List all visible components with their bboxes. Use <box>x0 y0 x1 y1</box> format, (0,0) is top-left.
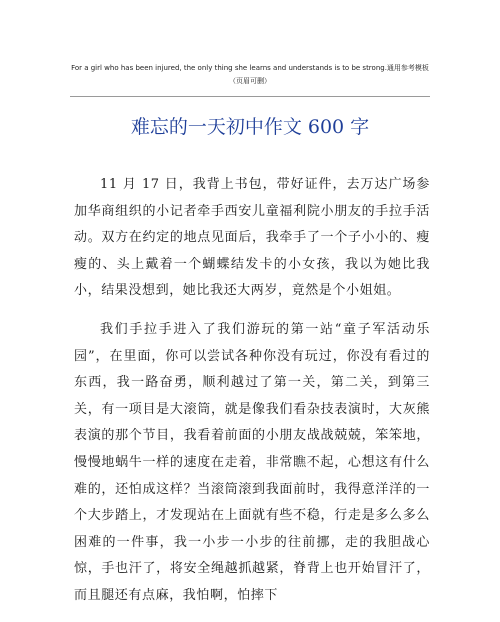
header-divider <box>70 96 430 97</box>
document-title: 难忘的一天初中作文 600 字 <box>130 116 370 138</box>
document-body <box>74 172 430 622</box>
page-header: For a girl who has been injured, the only thing she learns and understands is to be strong.通用参考模板（页眉可删） <box>71 64 429 85</box>
paragraph-1: 11 月 17 日，我背上书包，带好证件，去万达广场参加华商组织的小记者牵手西安儿童福利院小朋友的手拉手活动。双方在约定的地点见面后，我牵手了一个子小小的、瘦瘦的、头上戴着一个蝴蝶结发卡的小女孩，我以为她比我小，结果没想到，她比我还大两岁，竟然是个小姐姐。 <box>74 177 430 299</box>
paragraph-2: 我们手拉手进入了我们游玩的第一站“童子军活动乐园”，在里面，你可以尝试各种你没有玩过，你没有看过的东西，我一路奋勇，顺利越过了第一关，第二关，到第三关，有一项目是大滚筒，就是像我们看杂技表演时，大灰熊表演的那个节目，我看着前面的小朋友战战兢兢，笨笨地，慢慢地蜗牛一样的速度在走着，非常瞧不起，心想这有什么难的，还怕成这样？当滚筒滚到我面前时，我得意洋洋的一个大步踏上，才发现站在上面就有些不稳，行走是多么多么困难的一件事，我一小步一小步的往前挪，走的我胆战心惊，手也汗了，将安全绳越抓越紧，脊背上也开始冒汗了，而且腿还有点麻，我怕啊，怕摔下 <box>74 321 430 603</box>
